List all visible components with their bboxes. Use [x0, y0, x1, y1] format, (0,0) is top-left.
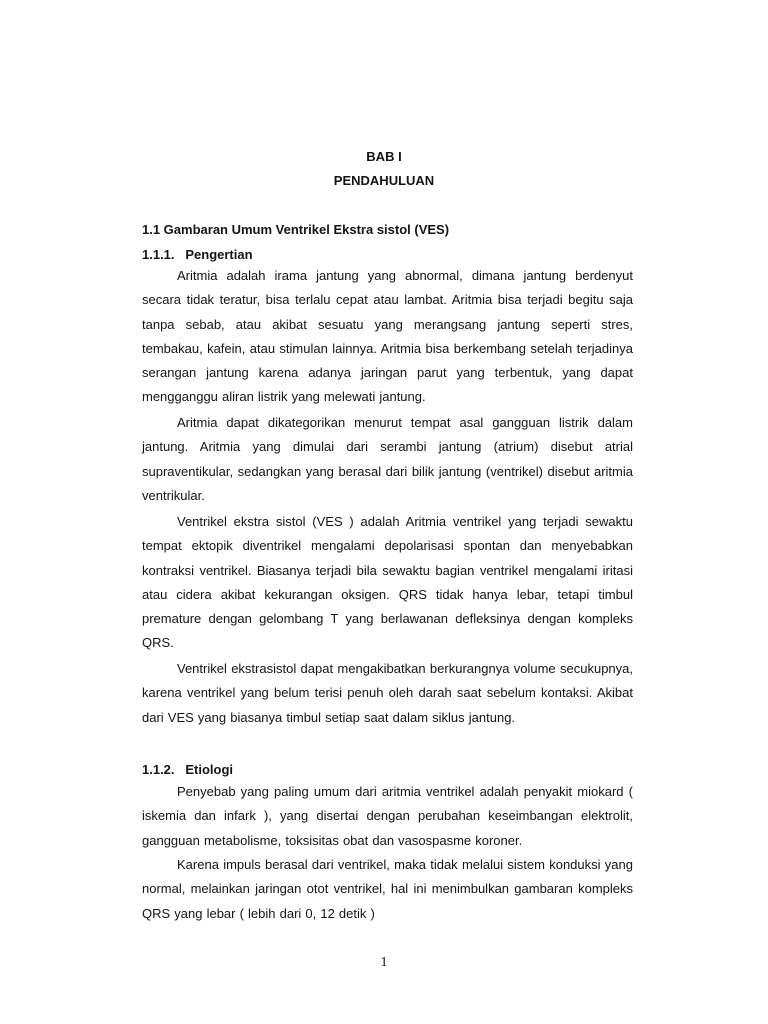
- paragraph-etiologi-causes: Penyebab yang paling umum dari aritmia ventrikel adalah penyakit miokard ( iskemia dan infark ), yang disertai dengan perubahan keseimbangan elektrolit, gangguan metabolisme, toksisitas obat dan vasospasme koroner.: [142, 784, 633, 848]
- chapter-label: BAB I: [366, 149, 402, 164]
- section-heading-1-1: 1.1 Gambaran Umum Ventrikel Ekstra sistol (VES): [142, 222, 450, 237]
- page-number: 1: [380, 955, 388, 970]
- subsection-heading-etiologi: 1.1.2. Etiologi: [142, 762, 234, 777]
- subsection-heading-pengertian: 1.1.1. Pengertian: [142, 247, 253, 262]
- chapter-title: PENDAHULUAN: [333, 173, 435, 188]
- paragraph-ves-effects: Ventrikel ekstrasistol dapat mengakibatkan berkurangnya volume secukupnya, karena ventrikel yang belum terisi penuh oleh darah saat sebelum kontaksi. Akibat dari VES yang biasanya timbul setiap saat dalam siklus jantung.: [142, 661, 633, 725]
- paragraph-aritmia-definition: Aritmia adalah irama jantung yang abnormal, dimana jantung berdenyut secara tidak teratur, bisa terlalu cepat atau lambat. Aritmia bisa terjadi begitu saja tanpa sebab, atau akibat sesuatu yang merangsang jantung seperti stres, tembakau, kafein, atau stimulan lainnya. Aritmia bisa berkembang setelah terjadinya serangan jantung karena adanya jaringan parut yang terbentuk, yang dapat mengganggu aliran listrik yang melewati jantung.: [142, 268, 633, 405]
- paragraph-ves-definition: Ventrikel ekstra sistol (VES ) adalah Aritmia ventrikel yang terjadi sewaktu tempat ektopik diventrikel mengalami depolarisasi spontan dan menyebabkan kontraksi ventrikel. Biasanya terjadi bila sewaktu bagian ventrikel mengalami iritasi atau cidera akibat kekurangan oksigen. QRS tidak hanya lebar, tetapi timbul premature dengan gelombang T yang berlawanan defleksinya dengan kompleks QRS.: [142, 514, 633, 651]
- paragraph-etiologi-qrs: Karena impuls berasal dari ventrikel, maka tidak melalui sistem konduksi yang normal, melainkan jaringan otot ventrikel, hal ini menimbulkan gambaran kompleks QRS yang lebar ( lebih dari 0, 12 detik ): [142, 857, 633, 921]
- paragraph-aritmia-categories: Aritmia dapat dikategorikan menurut tempat asal gangguan listrik dalam jantung. Aritmia yang dimulai dari serambi jantung (atrium) disebut atrial supraventikular, sedangkan yang berasal dari bilik jantung (ventrikel) disebut aritmia ventrikular.: [142, 415, 633, 503]
